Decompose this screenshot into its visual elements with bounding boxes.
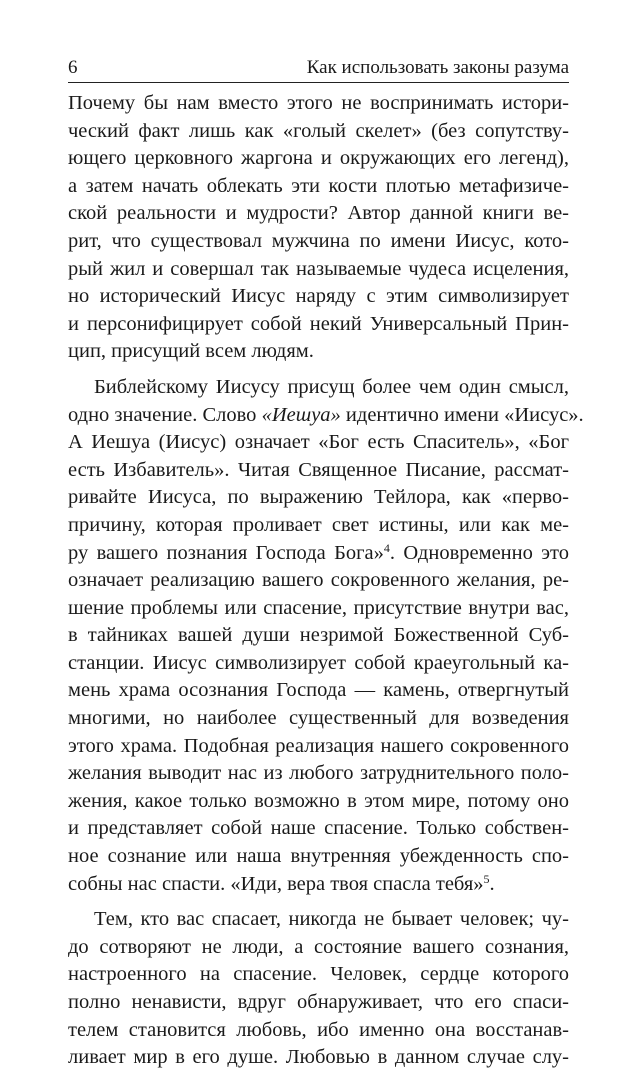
text-line: причину, которая проливает свет истины, или как ме- (68, 513, 569, 536)
text-line: но исторический Иисус наряду с этим символизирует (68, 285, 569, 308)
text-line: есть Избавитель». Читая Священное Писание, рассмат- (68, 458, 569, 481)
text-line (68, 871, 569, 899)
text-run: собны нас спасти. «Иди, вера твоя спасла тебя» (68, 872, 484, 895)
text-line: шение проблемы или спасение, присутствие внутри вас, (68, 596, 569, 619)
text-line: и представляет собой наше спасение. Только собствен- (68, 817, 569, 840)
text-line: ющего церковного жаргона и окружающих его легенд), (68, 147, 569, 170)
text-line: и персонифицирует собой некий Универсальный Прин- (68, 312, 569, 335)
running-header (68, 56, 569, 83)
text-line: рит, что существовал мужчина по имени Иисус, кото- (68, 229, 569, 252)
text-line: рый жил и совершал так называемые чудеса исцеления, (68, 257, 569, 280)
text-line: телем становится любовь, ибо именно она восстанав- (68, 1018, 569, 1041)
text-line: станции. Иисус символизирует собой краеугольный ка- (68, 651, 569, 674)
text-line: Библейскому Иисусу присущ более чем один смысл, (94, 375, 569, 398)
text-line: означает реализацию вашего сокровенного желания, ре- (68, 569, 569, 592)
text-line: А Иешуа (Иисус) означает «Бог есть Спаситель», «Бог (68, 431, 569, 454)
page-number: 6 (68, 57, 78, 78)
text-run: одно значение. Слово (68, 403, 262, 426)
text-run: идентично имени «Иисус». (340, 403, 584, 426)
text-line: желания выводит нас из любого затруднительного поло- (68, 762, 569, 785)
text-line: до сотворяют не люди, а состояние вашего сознания, (68, 935, 569, 958)
text-line: полно ненависти, вдруг обнаруживает, что его спаси- (68, 991, 569, 1013)
text-run: ру вашего познания Господа Бога» (68, 541, 384, 564)
text-line: ное сознание или наша внутренняя убежденность спо- (68, 845, 569, 868)
text-run: . (489, 872, 495, 895)
text-line: Почему бы нам вместо этого не воспринимать истори- (68, 92, 569, 114)
text-line: настроенного на спасение. Человек, сердце которого (68, 963, 569, 986)
italic-term: «Иешуа» (261, 403, 341, 426)
footnote-marker-4: 4 (383, 540, 390, 555)
text-line (68, 540, 569, 568)
text-line: а затем начать облекать эти кости плотью метафизиче- (68, 174, 569, 197)
text-run: . Одновременно это (389, 541, 569, 564)
body-text (68, 90, 584, 1072)
text-line: цип, присущий всем людям. (68, 340, 314, 363)
text-line: ской реальности и мудрости? Автор данной книги ве- (68, 202, 569, 225)
footnote-marker-5: 5 (483, 871, 490, 886)
text-line: мень храма осознания Господа — камень, отвергнутый (68, 679, 569, 702)
paragraph-3 (68, 906, 569, 1072)
text-line: в тайниках вашей души незримой Божественной Суб- (68, 624, 569, 647)
text-line: ческий факт лишь как «голый скелет» (без сопутству- (68, 119, 569, 142)
text-line: Тем, кто вас спасает, никогда не бывает человек; чу- (94, 908, 569, 931)
text-line: жения, какое только возможно в этом мире, потому оно (68, 789, 569, 812)
text-line: этого храма. Подобная реализация нашего сокровенного (68, 734, 569, 757)
text-line: ривайте Иисуса, по выражению Тейлора, как «перво- (68, 486, 569, 509)
text-line (68, 402, 584, 430)
text-line: ливает мир в его душе. Любовью в данном случае слу- (68, 1046, 569, 1069)
text-line: многими, но наиболее существенный для возведения (68, 707, 569, 730)
paragraph-2 (68, 374, 584, 898)
paragraph-1 (68, 90, 569, 366)
running-title: Как использовать законы разума (306, 57, 569, 78)
